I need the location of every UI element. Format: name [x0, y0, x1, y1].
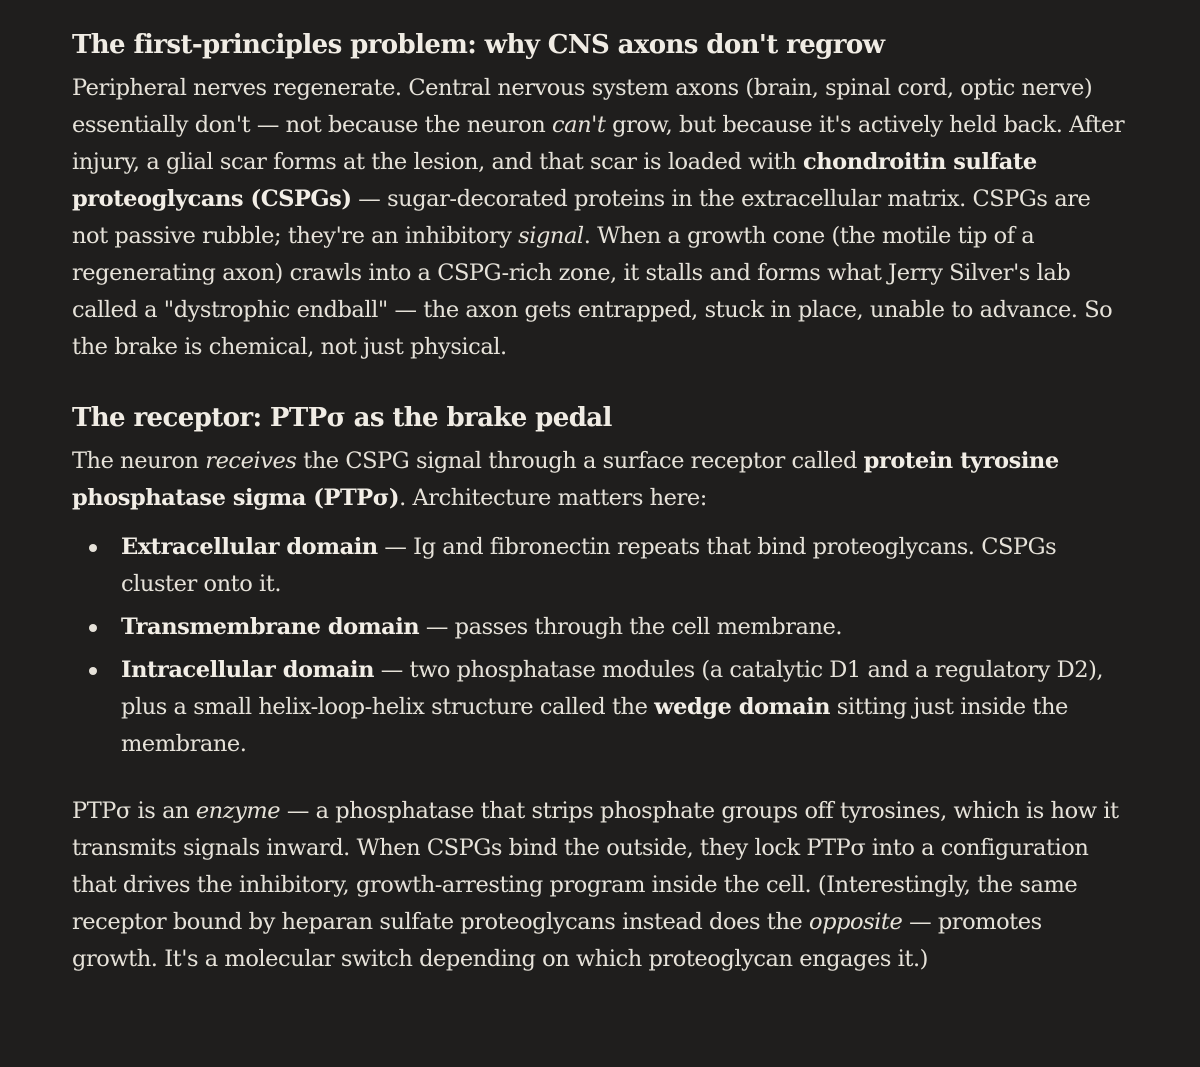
list-item-term: Extracellular domain: [121, 534, 378, 560]
bold-term-ptp-sigma: protein tyrosine phosphatase sigma (PTPσ): [72, 448, 1059, 511]
text-run: . Architecture matters here:: [399, 485, 707, 511]
section-heading-receptor: The receptor: PTPσ as the brake pedal: [72, 403, 612, 433]
paragraph-cns-regeneration: [72, 70, 1128, 366]
bold-term-cspgs: chondroitin sulfate proteoglycans (CSPGs): [72, 149, 1037, 212]
list-item-term: Intracellular domain: [121, 657, 375, 683]
section-heading-cns-axons: The first-principles problem: why CNS axons don't regrow: [72, 30, 885, 60]
domain-list: [72, 529, 1128, 763]
text-run: — promotes growth. It's a molecular switch depending on which proteoglycan engages it.): [72, 909, 1042, 972]
text-run: . When a growth cone (the motile tip of a regenerating axon) crawls into a CSPG-rich zone, it stalls and forms what Jerry Silver's lab called a "dystrophic endball" — the axon gets entrapped, stuck in place, unable to advance. So the brake is chemical, not just physical.: [72, 223, 1113, 360]
text-run: The neuron: [72, 448, 206, 474]
text-run: PTPσ is an: [72, 798, 196, 824]
emphasis-text: can't: [551, 112, 606, 138]
paragraph-ptp-enzyme: [72, 793, 1128, 978]
text-run: — a phosphatase that strips phosphate groups off tyrosines, which is how it transmits signals inward. When CSPGs bind the outside, they lock PTPσ into a configuration that drives the inhibitory, growth-arresting program inside the cell. (Interestingly, the same receptor bound by heparan sulfate proteoglycans instead does the: [72, 798, 1119, 935]
paragraph-receptor-intro: [72, 443, 1128, 517]
emphasis-text: signal: [518, 223, 584, 249]
list-item-text: — two phosphatase modules (a catalytic D1 and a regulatory D2), plus a small helix-loop-helix structure called the: [121, 657, 1104, 720]
emphasis-text: opposite: [808, 909, 903, 935]
text-run: — sugar-decorated proteins in the extracellular matrix. CSPGs are not passive rubble; they're an inhibitory: [72, 186, 1091, 249]
text-run: grow, but because it's actively held back. After injury, a glial scar forms at the lesion, and that scar is loaded with: [72, 112, 1125, 175]
bold-term-wedge-domain: wedge domain: [654, 694, 831, 720]
list-item-text: — Ig and fibronectin repeats that bind proteoglycans. CSPGs cluster onto it.: [121, 534, 1057, 597]
list-item-text: — passes through the cell membrane.: [419, 614, 843, 640]
text-run: Peripheral nerves regenerate. Central nervous system axons (brain, spinal cord, optic nerve) essentially don't — not because the neuron: [72, 75, 1093, 138]
list-item-extracellular: [121, 529, 1128, 603]
list-item-transmembrane: [121, 609, 1128, 646]
emphasis-text: receives: [205, 448, 297, 474]
text-run: the CSPG signal through a surface receptor called: [296, 448, 864, 474]
list-item-text: sitting just inside the membrane.: [121, 694, 1068, 757]
list-item-term: Transmembrane domain: [121, 614, 420, 640]
list-item-intracellular: [121, 652, 1128, 763]
emphasis-text: enzyme: [195, 798, 281, 824]
